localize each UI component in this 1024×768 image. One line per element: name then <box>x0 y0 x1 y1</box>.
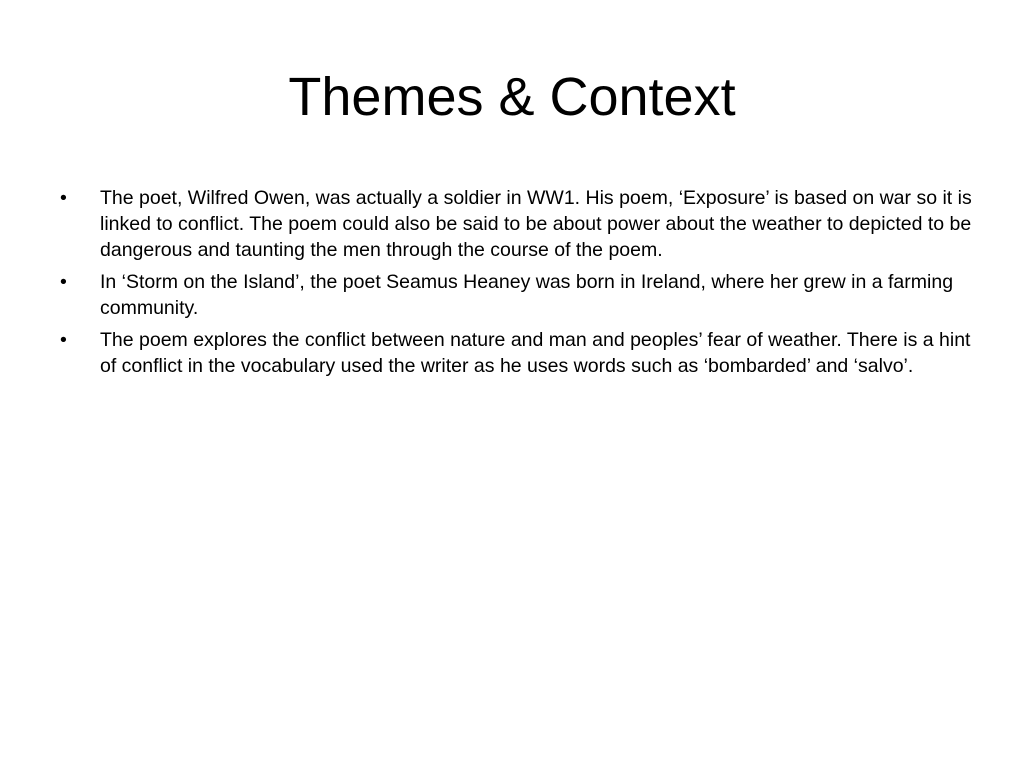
bullet-item <box>60 327 980 379</box>
bullet-list <box>60 185 980 385</box>
bullet-text: The poet, Wilfred Owen, was actually a soldier in WW1. His poem, ‘Exposure’ is based on war so it is linked to conflict. The poem could also be said to be about power about the weather to depicted to be dangerous and taunting the men through the course of the poem. <box>100 187 972 261</box>
bullet-dot-icon: • <box>60 329 67 351</box>
bullet-item <box>60 185 980 263</box>
slide-title: Themes & Context <box>288 67 736 127</box>
bullet-dot-icon: • <box>60 187 67 209</box>
bullet-text: The poem explores the conflict between nature and man and peoples’ fear of weather. There is a hint of conflict in the vocabulary used the writer as he uses words such as ‘bombarded’ and ‘salvo’. <box>100 329 971 377</box>
bullet-text: In ‘Storm on the Island’, the poet Seamus Heaney was born in Ireland, where her grew in a farming community. <box>100 271 954 319</box>
bullet-item <box>60 269 980 321</box>
bullet-dot-icon: • <box>60 271 67 293</box>
